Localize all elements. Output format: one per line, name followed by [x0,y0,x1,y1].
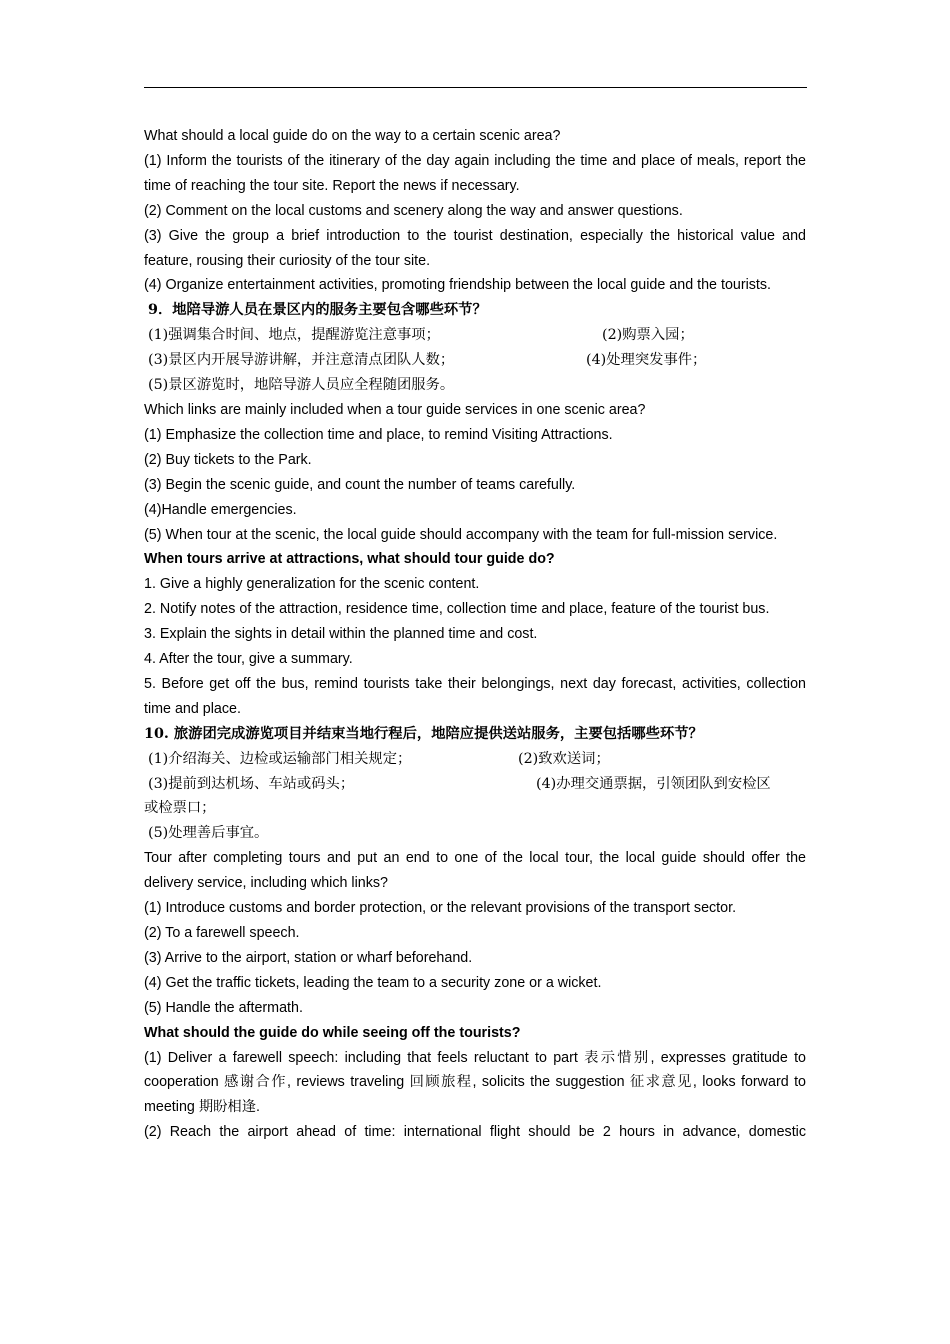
paragraph: (5) Handle the aftermath. [144,999,303,1016]
paragraph: 4. After the tour, give a summary. [144,651,353,668]
list-item: (4)办理交通票据，引领团队到安检区 [536,775,771,792]
paragraph: (4) Get the traffic tickets, leading the team to a security zone or a wicket. [144,974,602,991]
paragraph: What should a local guide do on the way to a certain scenic area? [144,128,561,144]
paragraph: (2) Reach the airport ahead of time: international flight should be 2 hours in advance, domestic [144,1124,806,1141]
list-item: (1)强调集合时间、地点，提醒游览注意事项； [148,327,440,344]
section-heading: What should the guide do while seeing off the tourists? [144,1024,521,1041]
paragraph: (3) Give the group a brief introduction to the tourist destination, especially the historical value and feature, rousing their curiosity of the tour site. [144,227,806,269]
question-10-heading: 10. 旅游团完成游览项目并结束当地行程后，地陪应提供送站服务，主要包括哪些环节？ [144,725,703,742]
question-10-row [144,747,806,772]
list-item: (3)景区内开展导游讲解，并注意清点团队人数； [148,352,455,369]
paragraph: (4) Organize entertainment activities, promoting friendship between the local guide and the tourists. [144,277,772,294]
paragraph: Which links are mainly included when a tour guide services in one scenic area? [144,401,646,418]
section-heading: When tours arrive at attractions, what should tour guide do? [144,551,555,568]
paragraph: 3. Explain the sights in detail within the planned time and cost. [144,626,538,643]
paragraph: (2) Buy tickets to the Park. [144,451,312,468]
list-item: (4)处理突发事件； [586,352,707,369]
paragraph: (1) Emphasize the collection time and place, to remind Visiting Attractions. [144,426,613,443]
paragraph: (5) When tour at the scenic, the local guide should accompany with the team for full-mission service. [144,526,778,543]
list-item: (3)提前到达机场、车站或码头； [148,775,355,792]
paragraph: (4)Handle emergencies. [144,501,297,518]
paragraph: (2) Comment on the local customs and scenery along the way and answer questions. [144,202,683,219]
paragraph: (1) Introduce customs and border protection, or the relevant provisions of the transport sector. [144,900,737,917]
question-9-row [144,348,806,373]
paragraph: Tour after completing tours and put an end to one of the local tour, the local guide should offer the delivery service, including which links? [144,850,806,892]
paragraph: 5. Before get off the bus, remind tourists take their belongings, next day forecast, activities, collection time and place. [144,675,806,717]
list-item: 或检票口； [144,800,216,817]
paragraph: 2. Notify notes of the attraction, residence time, collection time and place, feature of the tourist bus. [144,601,770,618]
paragraph: (3) Begin the scenic guide, and count the number of teams carefully. [144,476,576,493]
list-item: (1)介绍海关、边检或运输部门相关规定； [148,750,412,767]
header-rule [144,87,807,88]
paragraph: (1) Inform the tourists of the itinerary of the day again including the time and place of meals, report the time of reaching the tour site. Report the news if necessary. [144,152,806,194]
list-item: (2)致欢送词； [518,750,610,767]
paragraph: (1) Deliver a farewell speech: including that feels reluctant to part 表示惜别, expresses gratitude to cooperation 感谢合作, reviews traveling 回顾旅程, solicits the suggestion 征求意见, looks forward to meeting 期盼相逢. [144,1049,806,1116]
list-item: (5)景区游览时，地陪导游人员应全程随团服务。 [148,377,455,394]
question-9-heading: 9．地陪导游人员在景区内的服务主要包含哪些环节？ [148,302,487,319]
paragraph: 1. Give a highly generalization for the scenic content. [144,576,480,593]
question-9-row [144,323,806,348]
paragraph: (2) To a farewell speech. [144,925,300,941]
list-item: (2)购票入园； [602,327,694,344]
paragraph: (3) Arrive to the airport, station or wharf beforehand. [144,949,473,966]
question-10-row [144,772,806,797]
list-item: (5)处理善后事宜。 [148,825,269,842]
document-body [144,124,806,1145]
